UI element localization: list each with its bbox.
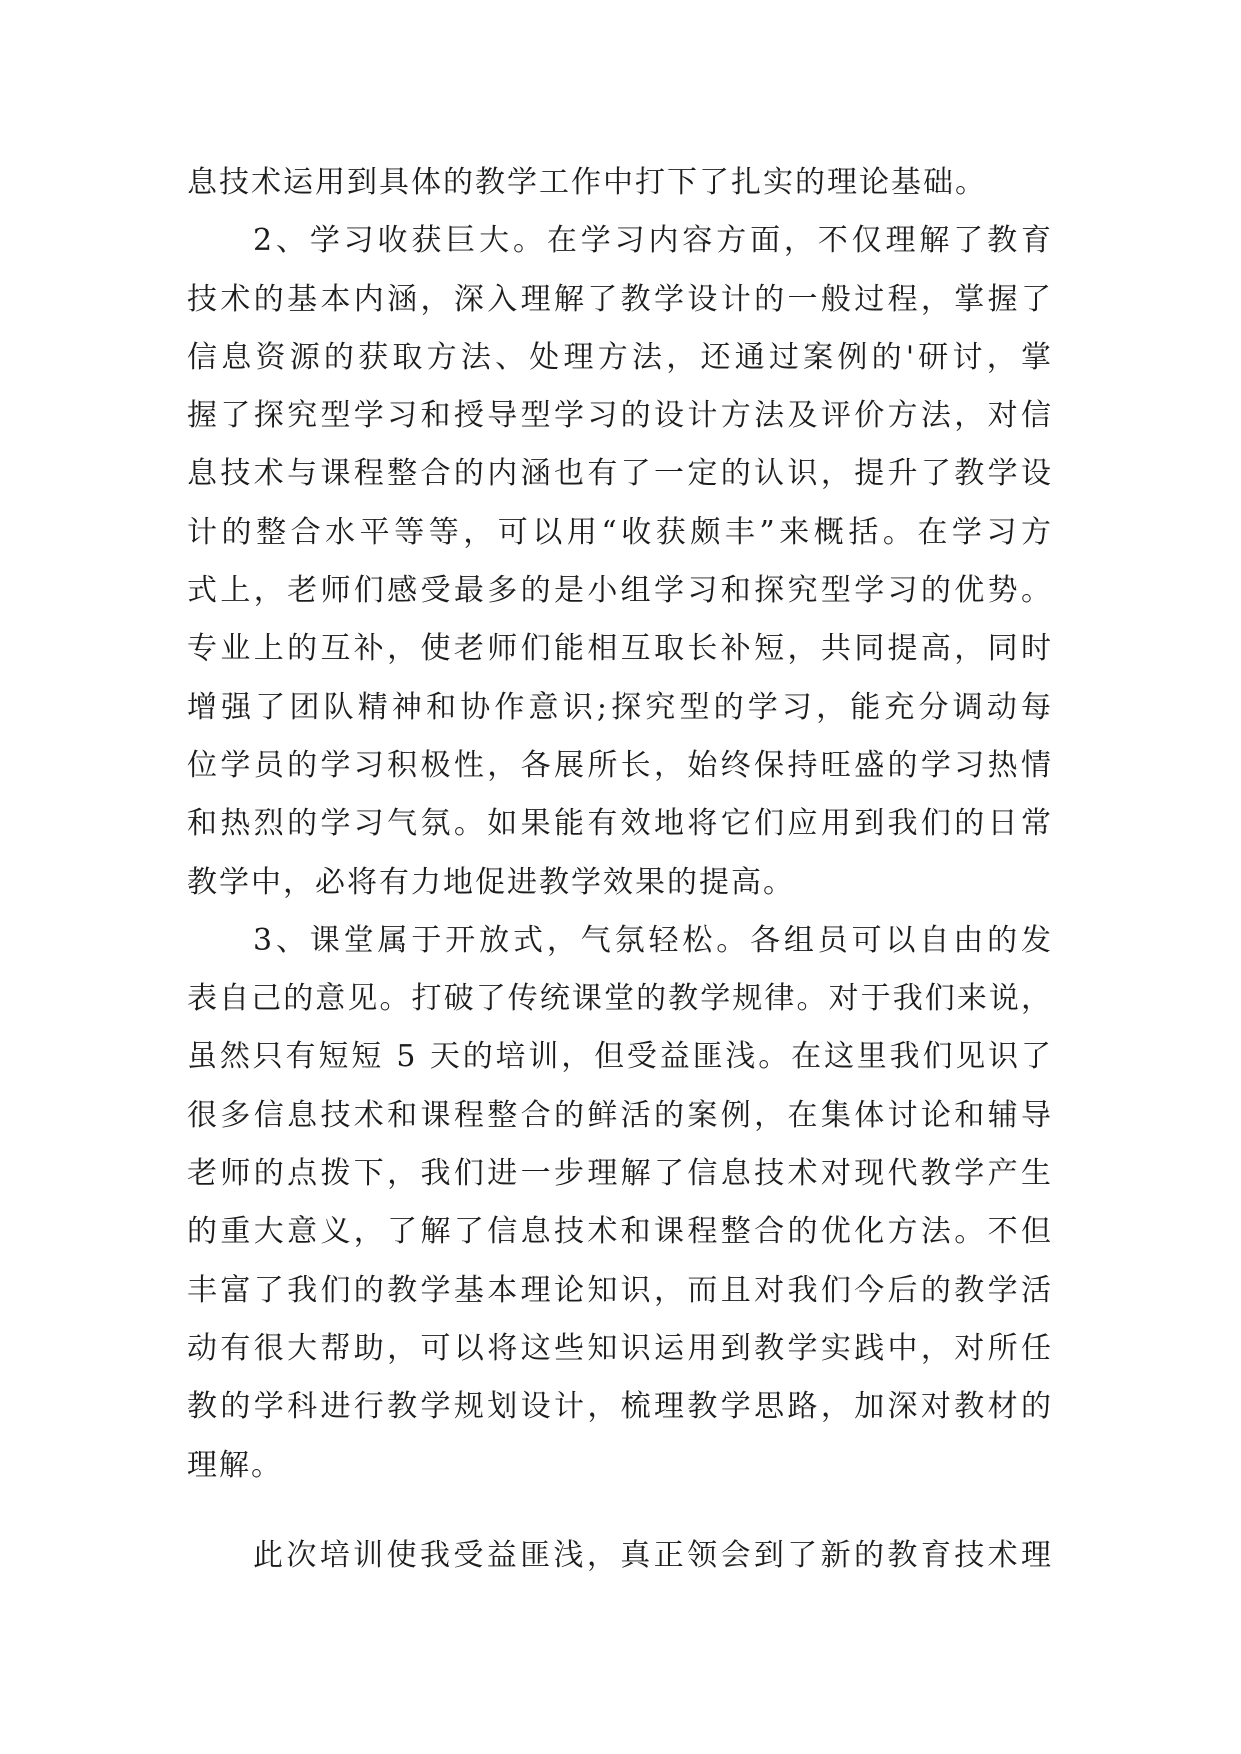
document-body	[187, 154, 1053, 1585]
text-line: 丰富了我们的教学基本理论知识，而且对我们今后的教学活	[187, 1272, 1053, 1308]
text-line: 虽然只有短短 5 天的培训，但受益匪浅。在这里我们见识了	[187, 1039, 1053, 1075]
text-line: 位学员的学习积极性，各展所长，始终保持旺盛的学习热情	[187, 747, 1053, 783]
paragraph	[187, 154, 1053, 212]
text-line: 动有很大帮助，可以将这些知识运用到教学实践中，对所任	[187, 1330, 1053, 1366]
text-line: 很多信息技术和课程整合的鲜活的案例，在集体讨论和辅导	[187, 1097, 1053, 1133]
text-line: 息技术运用到具体的教学工作中打下了扎实的理论基础。	[187, 165, 987, 200]
text-line: 增强了团队精神和协作意识;探究型的学习，能充分调动每	[187, 689, 1053, 725]
text-line: 3、课堂属于开放式，气氛轻松。各组员可以自由的发	[253, 922, 1053, 958]
paragraph	[187, 912, 1053, 1495]
text-line: 2、学习收获巨大。在学习内容方面，不仅理解了教育	[253, 223, 1053, 259]
text-line: 老师的点拨下，我们进一步理解了信息技术对现代教学产生	[187, 1156, 1053, 1192]
text-line: 握了探究型学习和授导型学习的设计方法及评价方法，对信	[187, 398, 1053, 434]
text-line: 专业上的互补，使老师们能相互取长补短，共同提高，同时	[187, 631, 1053, 667]
text-line: 技术的基本内涵，深入理解了教学设计的一般过程，掌握了	[187, 281, 1053, 317]
text-line: 此次培训使我受益匪浅，真正领会到了新的教育技术理	[253, 1537, 1053, 1573]
text-line: 理解。	[187, 1447, 283, 1483]
text-line: 式上，老师们感受最多的是小组学习和探究型学习的优势。	[187, 573, 1053, 609]
text-line: 信息资源的获取方法、处理方法，还通过案例的'研讨，掌	[187, 339, 1053, 375]
text-line: 计的整合水平等等，可以用“收获颇丰”来概括。在学习方	[187, 514, 1053, 550]
text-line: 教学中，必将有力地促进教学效果的提高。	[187, 864, 795, 900]
text-line: 的重大意义，了解了信息技术和课程整合的优化方法。不但	[187, 1214, 1053, 1250]
paragraph	[187, 1527, 1053, 1585]
text-line: 表自己的意见。打破了传统课堂的教学规律。对于我们来说，	[187, 981, 1053, 1017]
text-line: 教的学科进行教学规划设计，梳理教学思路，加深对教材的	[187, 1389, 1053, 1425]
paragraph	[187, 212, 1053, 912]
text-line: 息技术与课程整合的内涵也有了一定的认识，提升了教学设	[187, 456, 1053, 492]
text-line: 和热烈的学习气氛。如果能有效地将它们应用到我们的日常	[187, 806, 1053, 842]
